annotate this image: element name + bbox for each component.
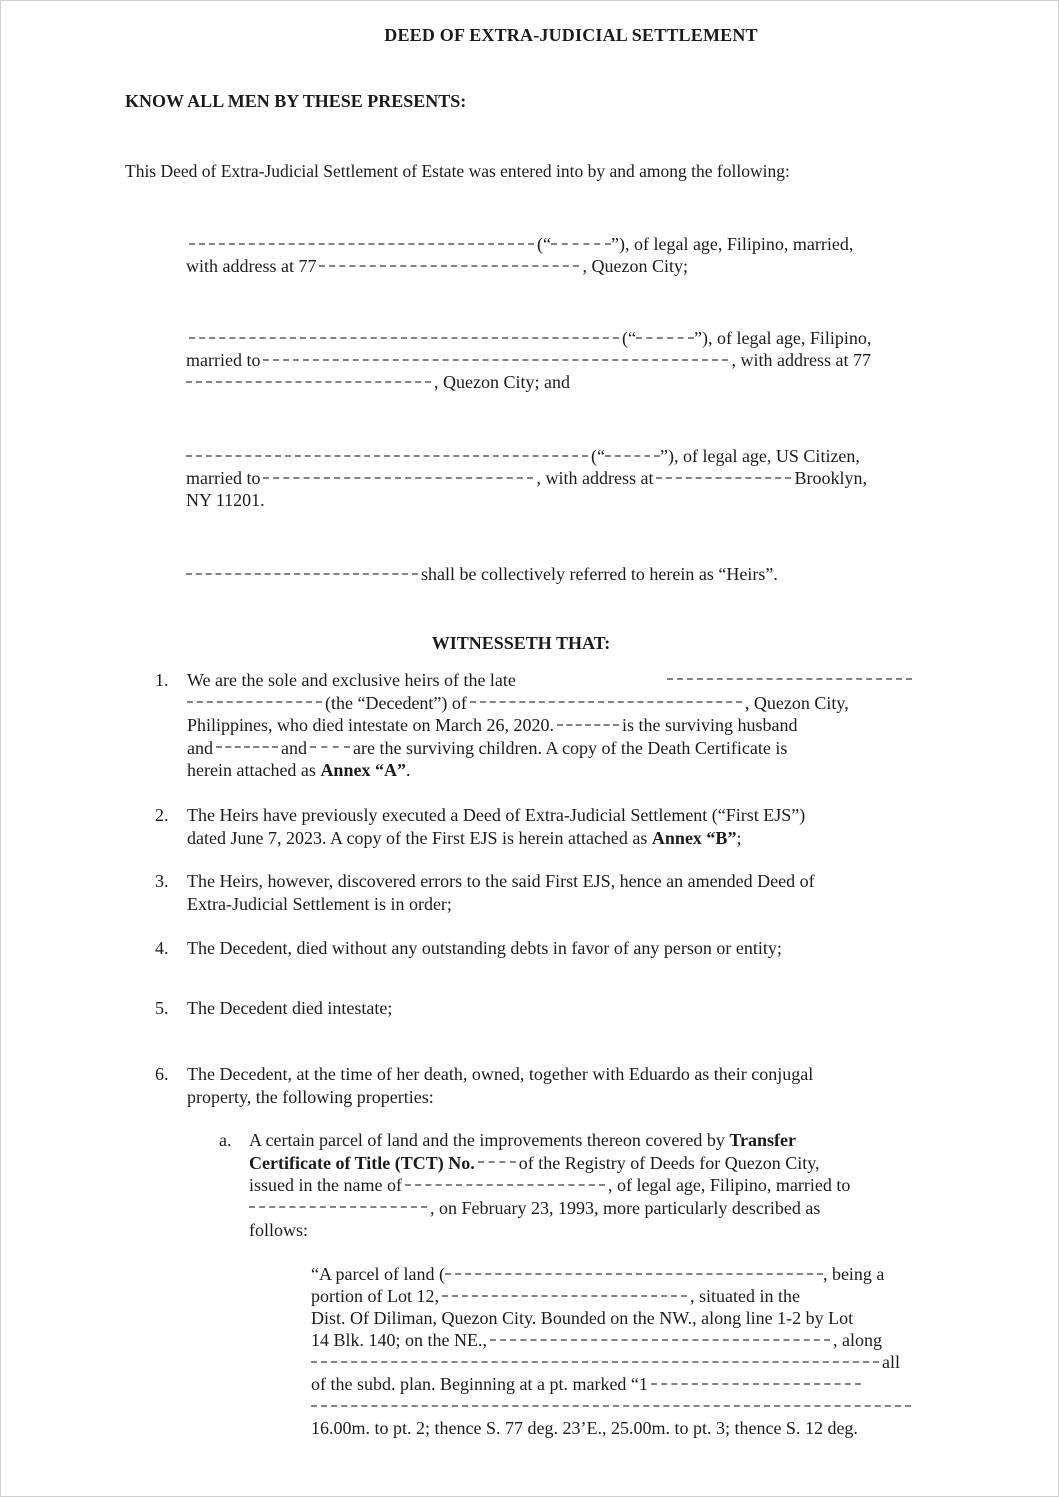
party-2-line-3: , Quezon City; and [186,371,914,393]
redacted-address [470,701,742,707]
party-3-line-2: married to , with address at Brooklyn, [186,468,867,488]
redacted-decedent [667,678,912,684]
party-3-line-3: NY 11201. [186,490,265,510]
redacted-technical-description [651,1383,861,1389]
redacted-name [310,746,350,752]
redacted-name [216,746,278,752]
redacted-address [319,265,579,271]
redacted-spouse [263,359,728,365]
intro-paragraph: This Deed of Extra-Judicial Settlement of Estate was entered into by and among the following: [125,161,790,181]
annex-b: Annex “B” [651,827,737,848]
party-1-line-2: with address at 77 , Quezon City; [186,256,688,276]
redacted-name [189,243,534,249]
redacted-plan-detail [442,1295,687,1301]
redacted-heir-names [186,573,418,579]
know-all-heading: KNOW ALL MEN BY THESE PRESENTS: [125,91,467,111]
redacted-name [189,337,619,343]
party-2-line-2: married to , with address at 77 [186,350,871,370]
redacted-address [656,477,791,483]
redacted-boundary [490,1339,830,1345]
redacted-technical-description [311,1405,911,1411]
party-2 [186,327,914,393]
party-2-line-1: (“ ”), of legal age, Filipino, [186,327,914,349]
redacted-boundary [311,1361,879,1367]
redacted-owner [405,1184,605,1190]
redacted-name [557,724,619,730]
collective-line: shall be collectively referred to herein as “Heirs”. [186,563,914,585]
party-1-line-1: (“ ”), of legal age, Filipino, married, [186,233,914,255]
redacted-tct-number [478,1161,516,1167]
redacted-spouse [263,477,533,483]
party-1 [186,233,914,277]
redacted-alias [605,455,660,461]
party-3 [186,445,914,511]
document-title: DEED OF EXTRA-JUDICIAL SETTLEMENT [384,25,758,45]
redacted-spouse [249,1206,427,1212]
redacted-lot-detail [445,1273,823,1279]
redacted-name [186,455,588,461]
document-page: DEED OF EXTRA-JUDICIAL SETTLEMENT KNOW ALL MEN BY THESE PRESENTS: This Deed of Extra-Judicial Settlement of Estate was entered into by and among the following: (“ ”), of legal age, Filipino, married, with address at 77 , Quezon City; (“ ”), of legal age, Filipino, married to , with address at 77 , Quezon City; and (“ ”), of legal age, US Citizen, married to , with address at Brooklyn, NY 11201. shall be collectively referred to herein as “Heirs”. WITNESSETH THAT: 1. We are the sole and exclusive heirs of the late (the “Decedent”) of , Quezon City, Philippines, who died intestate on March 26, 2020. is the surviving husband and and are the surviving children. A copy of the Death Certificate is herein attached as Annex “A”. 2. The Heirs have previously executed a Deed of Extra-Judicial Settlement (“First EJS”) dated June 7, 2023. A copy of the First EJS is herein attached as Annex “B”; 3. The Heirs, however, discovered errors to the said First EJS, hence an amended Deed of Extra-Judicial Settlement is in order; 4. The Decedent, died without any outstanding debts in favor of any person or entity; 5. The Decedent died intestate; 6. The Decedent, at the time of her death, owned, together with Eduardo as their conjugal property, the following properties: a. A certain parcel of land and the improvements thereon covered by Transfer Certificate of Title (TCT) No. of the Registry of Deeds for Quezon City, issued in the name of , of legal age, Filipino, married to , on February 23, 1993, more particularly described as follows: “A parcel of land ( , being a portion of Lot 12, , situated in the Dist. Of Diliman, Quezon City. Bounded on the NW., along line 1-2 by Lot 14 Blk. 140; on the NE., , along all of the subd. plan. Beginning at a pt. marked “1 16.00m. to pt. 2; thence S. 77 deg. 23’E., 25.00m. to pt. 3; thence S. 12 deg. [0,0,1059,1497]
witnesseth-heading: WITNESSETH THAT: [431,633,611,653]
party-3-line-1: (“ ”), of legal age, US Citizen, [186,445,914,467]
redacted-address [186,381,431,387]
redacted-alias [636,337,694,343]
redacted-alias [551,243,611,249]
annex-a: Annex “A” [320,760,406,780]
redacted-decedent [187,701,322,707]
property-description-quote: “A parcel of land ( , being a portion of Lot 12, , situated in the Dist. Of Diliman, Quezon City. Bounded on the NW., along line 1-2 by Lot 14 Blk. 140; on the NE., , along all of the subd. plan. Beginning at a pt. marked “1 16.00m. to pt. 2; thence S. 77 deg. 23’E., 25.00m. to pt. 3; thence S. 12 deg. [311,1263,917,1439]
